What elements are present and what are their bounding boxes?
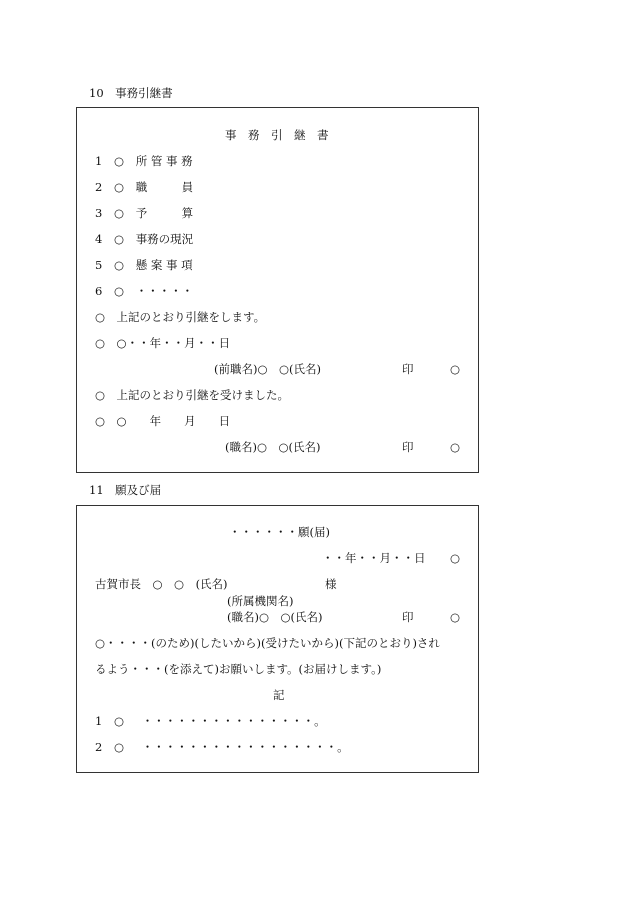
seal-circle: ○ [450, 610, 461, 624]
item-text: ・・・・・ [135, 284, 194, 298]
application-body-line-1: ○・・・・(のため)(したいから)(受けたいから)(下記のとおり)され [95, 636, 440, 650]
handover-statement: ○ 上記のとおり引継をします。 [95, 310, 266, 324]
item-number: 5 [95, 258, 103, 272]
section11-heading: 11 願及び届 [89, 483, 162, 497]
application-item-1 [95, 714, 326, 728]
item-number: 4 [95, 232, 103, 246]
seal-label: 印 [402, 362, 414, 376]
organization-name: (所属機関名) [227, 594, 294, 608]
ki-heading: 記 [273, 688, 285, 702]
seal-label: 印 [402, 610, 414, 624]
application-date: ・・年・・月・・日 [322, 551, 426, 565]
item-number: 1 [95, 714, 103, 728]
item-text: 所 管 事 務 [135, 154, 193, 168]
item-text: 懸 案 事 項 [135, 258, 193, 272]
item-number: 3 [95, 206, 103, 220]
item-mark: ○ [113, 258, 125, 272]
item-mark: ○ [113, 740, 125, 754]
post-name: (職名)○ ○(氏名) [225, 440, 321, 454]
handover-item-3 [95, 206, 193, 220]
item-mark: ○ [113, 232, 125, 246]
item-mark: ○ [113, 154, 125, 168]
item-number: 1 [95, 154, 103, 168]
former-post-name: (前職名)○ ○(氏名) [214, 362, 322, 376]
handover-title: 事 務 引 継 書 [225, 128, 329, 142]
item-number: 6 [95, 284, 103, 298]
item-text: ・・・・・・・・・・・・・・・。 [141, 714, 326, 728]
section10-heading: 10 事務引継書 [89, 86, 173, 100]
item-text: 予 算 [135, 206, 194, 220]
handover-item-2 [95, 180, 193, 194]
seal-circle: ○ [450, 440, 461, 454]
application-document-box [76, 505, 479, 773]
handover-item-6 [95, 284, 193, 298]
addressee: 古賀市長 ○ ○ (氏名) [95, 577, 228, 591]
application-title: ・・・・・・願(届) [229, 525, 330, 539]
application-body-line-2: るよう・・・(を添えて)お願いします。(お届けします。) [95, 662, 382, 676]
item-number: 2 [95, 740, 103, 754]
honorific: 様 [325, 577, 337, 591]
date-circle: ○ [450, 551, 461, 565]
seal-circle: ○ [450, 362, 461, 376]
item-mark: ○ [113, 284, 125, 298]
received-statement: ○ 上記のとおり引継を受けました。 [95, 388, 290, 402]
handover-date: ○ ○・・年・・月・・日 [95, 336, 231, 350]
application-item-2 [95, 740, 349, 754]
item-number: 2 [95, 180, 103, 194]
applicant-post-name: (職名)○ ○(氏名) [227, 610, 323, 624]
handover-item-4 [95, 232, 193, 246]
seal-label: 印 [402, 440, 414, 454]
handover-document-box [76, 107, 479, 473]
received-date: ○ ○ 年 月 日 [95, 414, 231, 428]
item-text: 職 員 [135, 180, 194, 194]
item-mark: ○ [113, 180, 125, 194]
item-text: ・・・・・・・・・・・・・・・・・。 [141, 740, 349, 754]
handover-item-5 [95, 258, 193, 272]
item-mark: ○ [113, 714, 125, 728]
handover-item-1 [95, 154, 193, 168]
item-text: 事務の現況 [135, 232, 194, 246]
item-mark: ○ [113, 206, 125, 220]
